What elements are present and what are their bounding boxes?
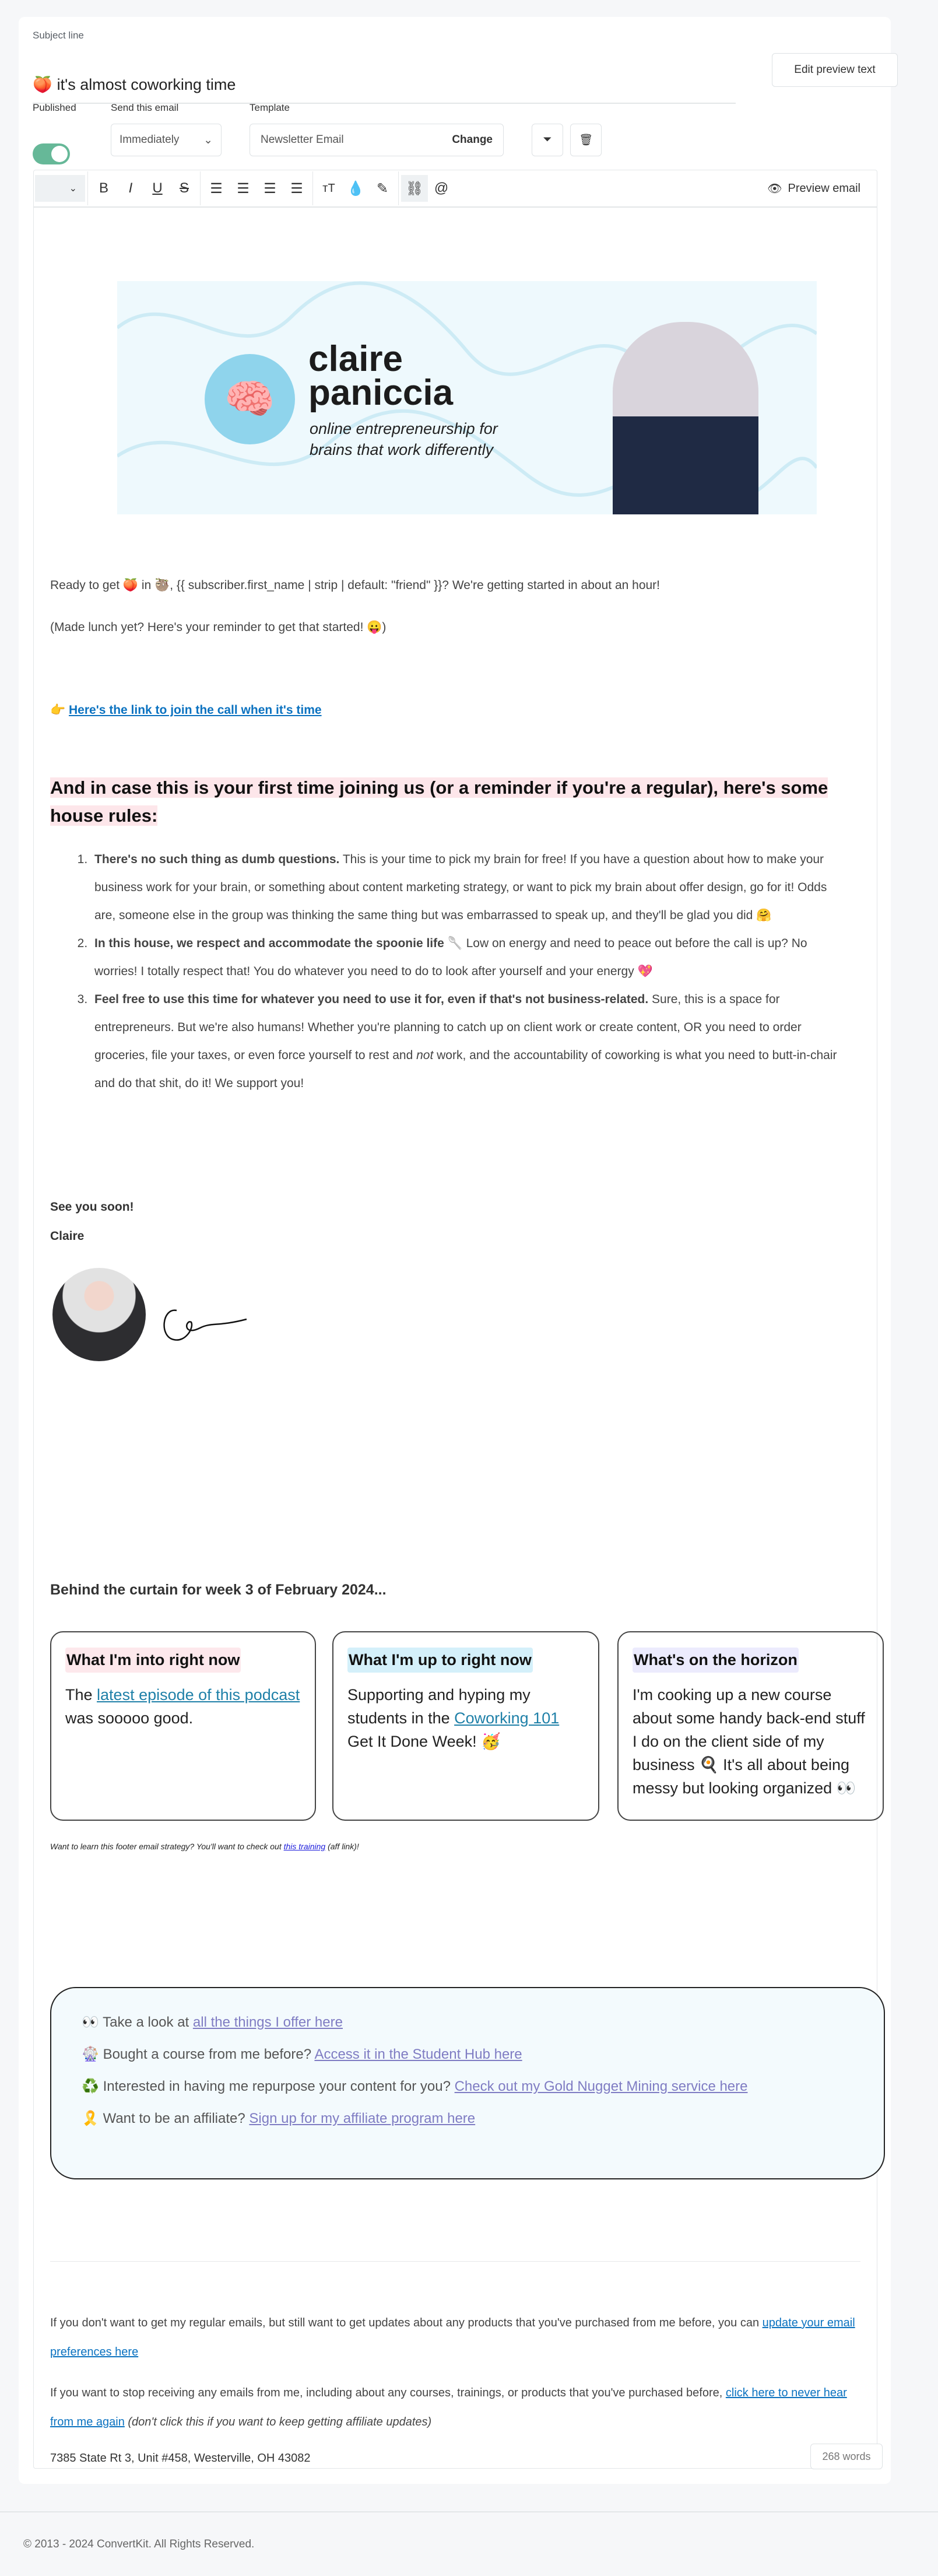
send-label: Send this email — [111, 102, 179, 113]
signoff: See you soon! — [50, 1200, 134, 1214]
unsubscribe-link[interactable]: click here to never hear from me again — [50, 2386, 847, 2428]
coworking-101-link[interactable]: Coworking 101 — [454, 1709, 560, 1727]
author-avatar — [52, 1268, 146, 1361]
training-link[interactable]: this training — [283, 1842, 326, 1851]
curtain-card — [617, 1631, 884, 1821]
lunch-paragraph: (Made lunch yet? Here's your reminder to get that started! 😛) — [50, 621, 387, 634]
divider — [50, 2261, 860, 2262]
card-text: The latest episode of this podcast was sooooo good. — [65, 1686, 300, 1727]
header-banner-image — [117, 281, 817, 514]
card-title: What I'm into right now — [65, 1648, 241, 1673]
gold-nugget-link[interactable]: Check out my Gold Nugget Mining service here — [454, 2079, 748, 2094]
editor-toolbar — [34, 170, 877, 208]
italic-icon[interactable]: I — [128, 180, 133, 196]
rule-item: 2. In this house, we respect and accommodate the spoonie life 🥄 Low on energy and need to peace out before the call is up? No worries! I totally respect that! You do whatever you need to do to look after yourself and your energy 💖 — [91, 930, 849, 986]
footer-divider — [0, 2511, 938, 2512]
curtain-card — [50, 1631, 316, 1821]
highlight-pen-icon[interactable]: ✎ — [376, 180, 389, 197]
banner-name — [308, 339, 454, 413]
chevron-down-icon: ⌄ — [203, 134, 213, 146]
word-count-badge: 268 words — [810, 2444, 883, 2469]
pointing-hand-emoji: 👉 — [50, 703, 66, 717]
subject-label: Subject line — [33, 30, 84, 41]
card-title: What I'm up to right now — [347, 1648, 533, 1673]
color-drop-icon[interactable]: 💧 — [347, 180, 364, 197]
curtain-cards — [50, 1631, 878, 1821]
preferences-paragraph: If you don't want to get my regular emails, but still want to get updates about any products that you've purchased from me before, you can update your email preferences here — [50, 2316, 855, 2358]
curtain-card — [332, 1631, 599, 1821]
template-select[interactable] — [250, 124, 504, 156]
offer-item: 🎡 Bought a course from me before? Access it in the Student Hub here — [82, 2046, 522, 2062]
trash-icon: 🗑 — [578, 134, 593, 146]
update-preferences-link[interactable]: update your email preferences here — [50, 2316, 855, 2358]
block-type-select[interactable]: ⌄ — [35, 175, 85, 202]
card-text: I'm cooking up a new course about some handy back-end stuff I do on the client side of my business 🍳 It's all about being messy but looking organized 👀 — [633, 1686, 865, 1797]
subject-text: it's almost coworking time — [57, 75, 236, 93]
published-toggle[interactable] — [33, 143, 70, 164]
podcast-link[interactable]: latest episode of this podcast — [97, 1686, 300, 1704]
published-label: Published — [33, 102, 76, 113]
offer-item: 🎗️ Want to be an affiliate? Sign up for my affiliate program here — [82, 2111, 476, 2126]
funnel-icon: ⏷ — [543, 134, 552, 146]
unsubscribe-paragraph: If you want to stop receiving any emails from me, including about any courses, trainings, or products that you've purchased before, click here to never hear from me again (don't click this if you want to keep getting affiliate updates) — [50, 2386, 847, 2428]
filter-button[interactable] — [532, 124, 563, 156]
preview-email-label: Preview email — [788, 181, 860, 195]
banner-name-first: claire — [308, 339, 403, 379]
affiliate-link[interactable]: Sign up for my affiliate program here — [249, 2111, 476, 2126]
curtain-heading: Behind the curtain for week 3 of February 2024... — [50, 1582, 387, 1598]
align-justify-icon[interactable]: ☰ — [290, 180, 303, 197]
offer-item: ♻️ Interested in having me repurpose your content for you? Check out my Gold Nugget Mining service here — [82, 2079, 748, 2094]
email-editor-card — [19, 17, 891, 2484]
send-timing-select[interactable] — [111, 124, 222, 156]
footer-strategy-note: Want to learn this footer email strategy? You'll want to check out this training (aff link)! — [50, 1842, 359, 1851]
send-value: Immediately — [120, 134, 180, 146]
house-rules-heading: And in case this is your first time joining us (or a reminder if you're a regular), here's some house rules: — [50, 777, 828, 826]
student-hub-link[interactable]: Access it in the Student Hub here — [314, 2046, 522, 2062]
offer-item: 👀 Take a look at all the things I offer here — [82, 2014, 343, 2030]
tagline-line-2: brains that work differently — [310, 441, 494, 458]
rule-item: 3. Feel free to use this time for whatever you need to use it for, even if that's not business-related. Sure, this is a space for entrepreneurs. But we're also humans! Whether you're planning to catch up on client work or create content, OR you need to order groceries, file your taxes, or even force yourself to rest and not work, and the accountability of coworking is what you need to butt-in-chair and do that shit, do it! We support you! — [91, 986, 849, 1098]
copyright: © 2013 - 2024 ConvertKit. All Rights Reserved. — [23, 2538, 255, 2550]
offer-link[interactable]: all the things I offer here — [192, 2014, 343, 2030]
preview-email-button[interactable] — [767, 181, 860, 196]
align-left-icon[interactable]: ☰ — [210, 180, 223, 197]
email-editor[interactable] — [33, 170, 877, 2469]
handwritten-signature — [159, 1305, 252, 1345]
underline-icon[interactable]: U — [152, 180, 163, 196]
signature-name: Claire — [50, 1229, 85, 1243]
tagline-line-1: online entrepreneurship for — [310, 420, 498, 437]
banner-name-last: paniccia — [308, 373, 454, 413]
mention-icon[interactable]: @ — [434, 180, 449, 196]
strikethrough-icon[interactable]: S — [179, 180, 189, 196]
join-call-link[interactable]: Here's the link to join the call when it's time — [69, 703, 322, 717]
text-size-icon[interactable]: тT — [322, 181, 335, 195]
intro-paragraph: Ready to get 🍑 in 🦥, {{ subscriber.first_name | strip | default: "friend" }}? We're getting started in about an hour! — [50, 579, 660, 592]
brain-logo-icon: 🧠 — [205, 354, 295, 444]
subject-input[interactable] — [33, 66, 736, 104]
align-center-icon[interactable]: ☰ — [237, 180, 250, 197]
banner-tagline — [310, 418, 498, 460]
template-label: Template — [250, 102, 290, 113]
portrait-photo — [613, 322, 758, 514]
card-text: Supporting and hyping my students in the Coworking 101 Get It Done Week! 🥳 — [347, 1686, 560, 1750]
card-title: What's on the horizon — [633, 1648, 799, 1673]
edit-preview-text-button[interactable]: Edit preview text — [772, 53, 898, 87]
mailing-address: 7385 State Rt 3, Unit #458, Westerville, OH 43082 — [50, 2452, 311, 2465]
house-rules-list — [50, 846, 849, 1098]
peach-emoji: 🍑 — [33, 76, 52, 93]
align-right-icon[interactable]: ☰ — [264, 180, 276, 197]
eye-icon: 👁 — [767, 182, 782, 195]
bold-icon[interactable]: B — [99, 180, 108, 196]
join-call-line — [50, 703, 322, 717]
rule-item: 1. There's no such thing as dumb questions. This is your time to pick my brain for free! If you have a question about how to make your business work for your brain, or something about content marketing strategy, or want to pick my brain about offer design, go for it! Odds are, someone else in the group was thinking the same thing but was embarrassed to speak up, and they'll be glad you did 🤗 — [91, 846, 849, 930]
template-value: Newsletter Email — [261, 134, 344, 146]
delete-button[interactable] — [570, 124, 602, 156]
link-icon[interactable]: ⛓ — [401, 175, 428, 202]
offers-box — [50, 1987, 885, 2179]
template-change-button[interactable]: Change — [452, 134, 493, 146]
